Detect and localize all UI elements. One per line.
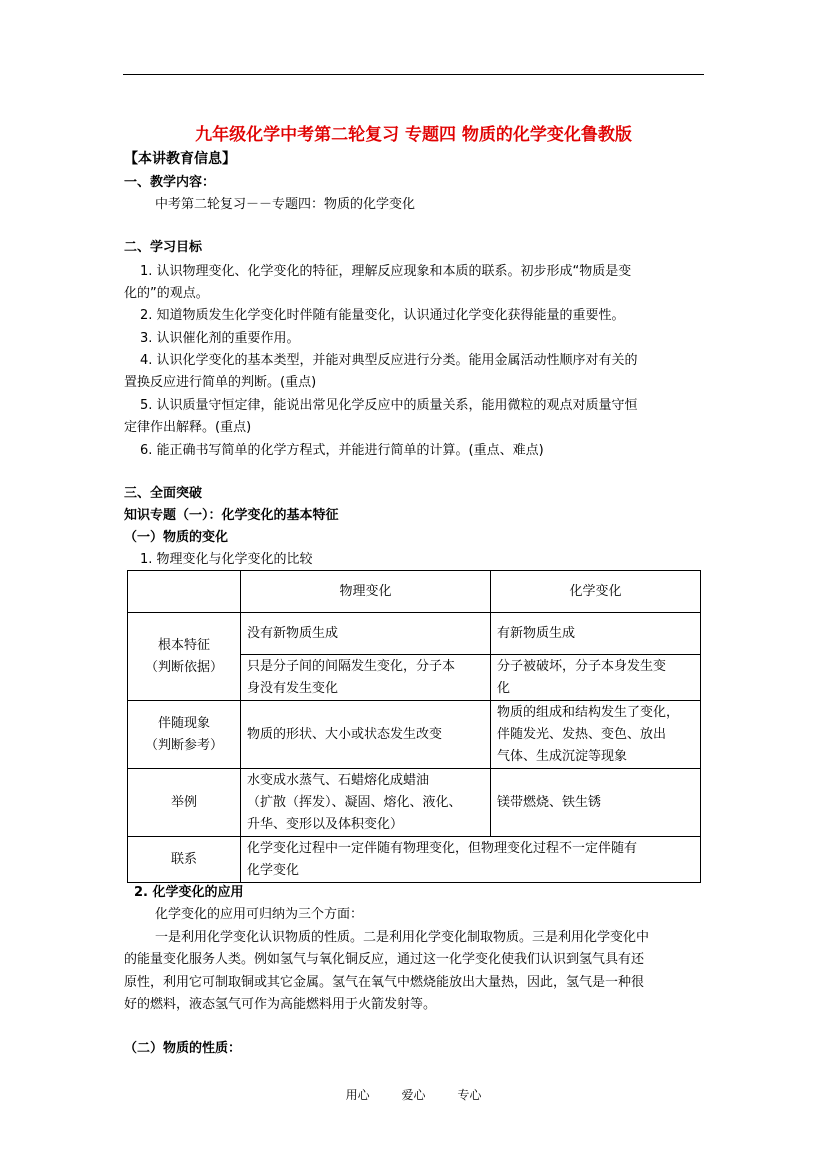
document-title: 九年级化学中考第二轮复习 专题四 物质的化学变化鲁教版 <box>195 125 632 145</box>
body-paragraph-line: 一是利用化学变化认识物质的性质。二是利用化学变化制取物质。三是利用化学变化中 <box>155 930 650 945</box>
row-label-relation: 联系 <box>128 837 241 883</box>
topic-heading: 知识专题（一）：化学变化的基本特征 <box>124 508 339 523</box>
goal-line: 2. 知道物质发生化学变化时伴随有能量变化，认识通过化学变化获得能量的重要性。 <box>140 308 625 323</box>
subsection-heading: （一）物质的变化 <box>124 530 229 545</box>
body-paragraph-line: 化学变化的应用可归纳为三个方面： <box>155 907 364 922</box>
goal-line: 6. 能正确书写简单的化学方程式，并能进行简单的计算。(重点、难点) <box>140 443 544 458</box>
table-cell: 物质的形状、大小或状态发生改变 <box>241 701 491 769</box>
footer-text: 用心 <box>345 1088 370 1102</box>
row-label-essential-feature: 根本特征 （判断依据） <box>128 613 241 701</box>
table-cell: 只是分子间的间隔发生变化，分子本 身没有发生变化 <box>241 655 491 701</box>
body-paragraph-line: 的能量变化服务人类。例如氢气与氧化铜反应，通过这一化学变化使我们认识到氢气具有还 <box>124 952 645 967</box>
goal-line: 5. 认识质量守恒定律，能说出常见化学反应中的质量关系，能用微粒的观点对质量守恒 <box>140 398 638 413</box>
footer-text: 专心 <box>457 1088 482 1102</box>
header-physical-change: 物理变化 <box>241 571 491 613</box>
header-rule <box>123 74 704 75</box>
table-cell: 没有新物质生成 <box>241 613 491 655</box>
body-paragraph-line: 好的燃料，液态氢气可作为高能燃料用于火箭发射等。 <box>124 997 437 1012</box>
comparison-table <box>127 570 701 883</box>
table-cell: 化学变化过程中一定伴随有物理变化，但物理变化过程不一定伴随有 化学变化 <box>241 837 701 883</box>
body-paragraph-line: 原性，利用它可制取铜或其它金属。氢气在氧气中燃烧能放出大量热，因此，氢气是一种很 <box>124 975 645 990</box>
table-cell: 分子被破坏，分子本身发生变 化 <box>491 655 701 701</box>
table-cell: 物质的组成和结构发生了变化， 伴随发光、发热、变色、放出 气体、生成沉淀等现象 <box>491 701 701 769</box>
header-chemical-change: 化学变化 <box>491 571 701 613</box>
table-cell: 镁带燃烧、铁生锈 <box>491 769 701 837</box>
goal-line: 定律作出解释。(重点) <box>124 420 252 435</box>
page-footer <box>0 1086 827 1103</box>
goal-line: 化的”的观点。 <box>124 286 209 301</box>
goal-line: 1. 认识物理变化、化学变化的特征，理解反应现象和本质的联系。初步形成“物质是变 <box>140 264 632 279</box>
table-cell: 水变成水蒸气、石蜡熔化成蜡油 （扩散（挥发）、凝固、熔化、液化、 升华、变形以及体积变化） <box>241 769 491 837</box>
subsection-heading: （二）物质的性质： <box>124 1041 242 1056</box>
table-corner-cell <box>128 571 241 613</box>
row-label-phenomena: 伴随现象 （判断参考） <box>128 701 241 769</box>
table-cell: 有新物质生成 <box>491 613 701 655</box>
item-heading: 1. 物理变化与化学变化的比较 <box>140 552 313 567</box>
footer-text: 爱心 <box>401 1088 426 1102</box>
item-heading: 2. 化学变化的应用 <box>134 885 244 900</box>
section-1-text: 中考第二轮复习－－专题四：物质的化学变化 <box>155 197 416 212</box>
info-heading: 【本讲教育信息】 <box>124 151 236 167</box>
row-label-examples: 举例 <box>128 769 241 837</box>
section-3-heading: 三、全面突破 <box>124 486 203 501</box>
section-2-heading: 二、学习目标 <box>124 240 203 255</box>
goal-line: 置换反应进行简单的判断。(重点) <box>124 375 317 390</box>
goal-line: 4. 认识化学变化的基本类型，并能对典型反应进行分类。能用金属活动性顺序对有关的 <box>140 353 638 368</box>
section-1-heading: 一、教学内容： <box>124 175 216 190</box>
goal-line: 3. 认识催化剂的重要作用。 <box>140 331 300 346</box>
